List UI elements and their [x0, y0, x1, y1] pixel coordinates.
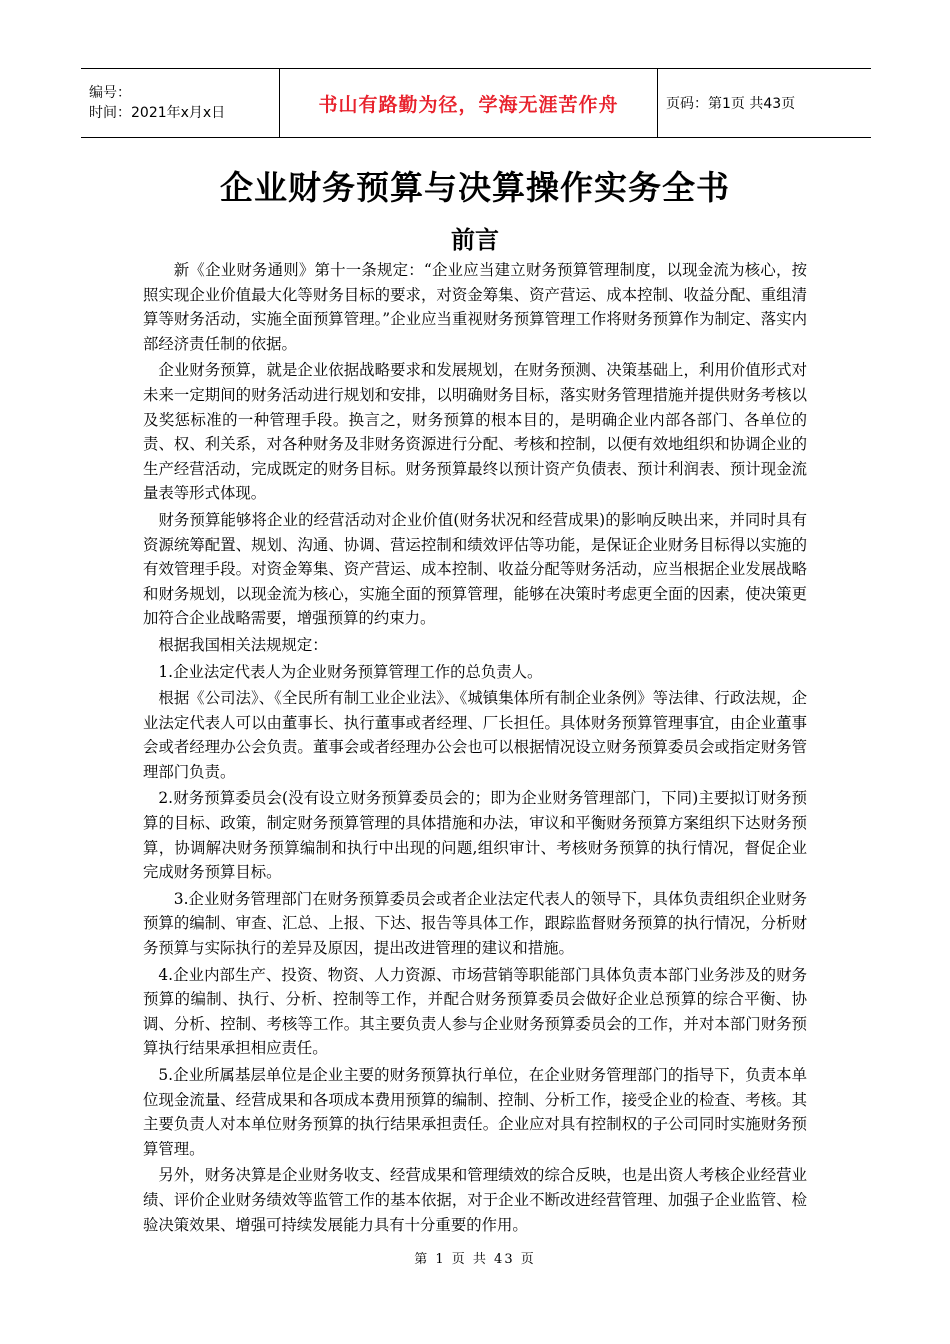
paragraph: 1.企业法定代表人为企业财务预算管理工作的总负责人。	[158, 662, 543, 681]
header-meta	[81, 69, 280, 137]
document-number-label: 编号：	[89, 85, 131, 101]
header-motto-cell	[280, 69, 658, 137]
paragraph: 另外，财务决算是企业财务收支、经营成果和管理绩效的综合反映，也是出资人考核企业经营业绩、评价企业财务绩效等监管工作的基本依据，对于企业不断改进经营管理、加强子企业监管、检验决策效果、增强可持续发展能力具有十分重要的作用。	[143, 1166, 807, 1234]
paragraph: 4.企业内部生产、投资、物资、人力资源、市场营销等职能部门具体负责本部门业务涉及的财务预算的编制、执行、分析、控制等工作，并配合财务预算委员会做好企业总预算的综合平衡、协调、分析、控制、考核等工作。其主要负责人参与企业财务预算委员会的工作，并对本部门财务预算执行结果承担相应责任。	[143, 965, 807, 1058]
paragraph: 新《企业财务通则》第十一条规定：“企业应当建立财务预算管理制度，以现金流为核心，按照实现企业价值最大化等财务目标的要求，对资金筹集、资产营运、成本控制、收益分配、重组清算等财务活动，实施全面预算管理。”企业应当重视财务预算管理工作将财务预算作为制定、落实内部经济责任制的依据。	[143, 261, 807, 353]
paragraph: 财务预算能够将企业的经营活动对企业价值(财务状况和经营成果)的影响反映出来，并同时具有资源统筹配置、规划、沟通、协调、营运控制和绩效评估等功能，是保证企业财务目标得以实施的有效管理手段。对资金筹集、资产营运、成本控制、收益分配等财务活动，应当根据企业发展战略和财务规划，以现金流为核心，实施全面的预算管理，能够在决策时考虑更全面的因素，使决策更加符合企业战略需要，增强预算的约束力。	[143, 510, 807, 628]
paragraph: 根据我国相关法规规定：	[158, 635, 328, 654]
paragraph: 3.企业财务管理部门在财务预算委员会或者企业法定代表人的领导下，具体负责组织企业财务预算的编制、审查、汇总、上报、下达、报告等具体工作，跟踪监督财务预算的执行情况，分析财务预算与实际执行的差异及原因，提出改进管理的建议和措施。	[143, 889, 807, 958]
page-info: 页码：第1页 共43页	[666, 96, 796, 112]
page-footer: 第 1 页 共 43 页	[414, 1252, 536, 1267]
document-title: 企业财务预算与决算操作实务全书	[220, 168, 730, 207]
paragraph: 5.企业所属基层单位是企业主要的财务预算执行单位，在企业财务管理部门的指导下，负责本单位现金流量、经营成果和各项成本费用预算的编制、控制、分析工作，接受企业的检查、考核。其主要负责人对本单位财务预算的执行结果承担责任。企业应对具有控制权的子公司同时实施财务预算管理。	[143, 1066, 807, 1158]
paragraph: 根据《公司法》、《全民所有制工业企业法》、《城镇集体所有制企业条例》等法律、行政法规，企业法定代表人可以由董事长、执行董事或者经理、厂长担任。具体财务预算管理事宜，由企业董事会或者经理办公会负责。董事会或者经理办公会也可以根据情况设立财务预算委员会或指定财务管理部门负责。	[143, 689, 807, 781]
document-date: 时间：2021年x月x日	[89, 105, 226, 121]
motto-text: 书山有路勤为径，学海无涯苦作舟	[318, 93, 619, 116]
page-header	[81, 68, 871, 138]
paragraph: 2.财务预算委员会(没有设立财务预算委员会的；即为企业财务管理部门，下同)主要拟订财务预算的目标、政策，制定财务预算管理的具体措施和办法，审议和平衡财务预算方案组织下达财务预算，协调解决财务预算编制和执行中出现的问题,组织审计、考核财务预算的执行情况，督促企业完成财务预算目标。	[143, 789, 807, 882]
header-page-cell	[658, 69, 871, 137]
paragraph: 企业财务预算，就是企业依据战略要求和发展规划，在财务预测、决策基础上，利用价值形式对未来一定期间的财务活动进行规划和安排，以明确财务目标，落实财务管理措施并提供财务考核以及奖惩标准的一种管理手段。换言之，财务预算的根本目的，是明确企业内部各部门、各单位的责、权、利关系，对各种财务及非财务资源进行分配、考核和控制，以便有效地组织和协调企业的生产经营活动，完成既定的财务目标。财务预算最终以预计资产负债表、预计利润表、预计现金流量表等形式体现。	[143, 361, 807, 503]
document-body	[143, 258, 807, 1239]
section-title: 前言	[451, 226, 499, 254]
